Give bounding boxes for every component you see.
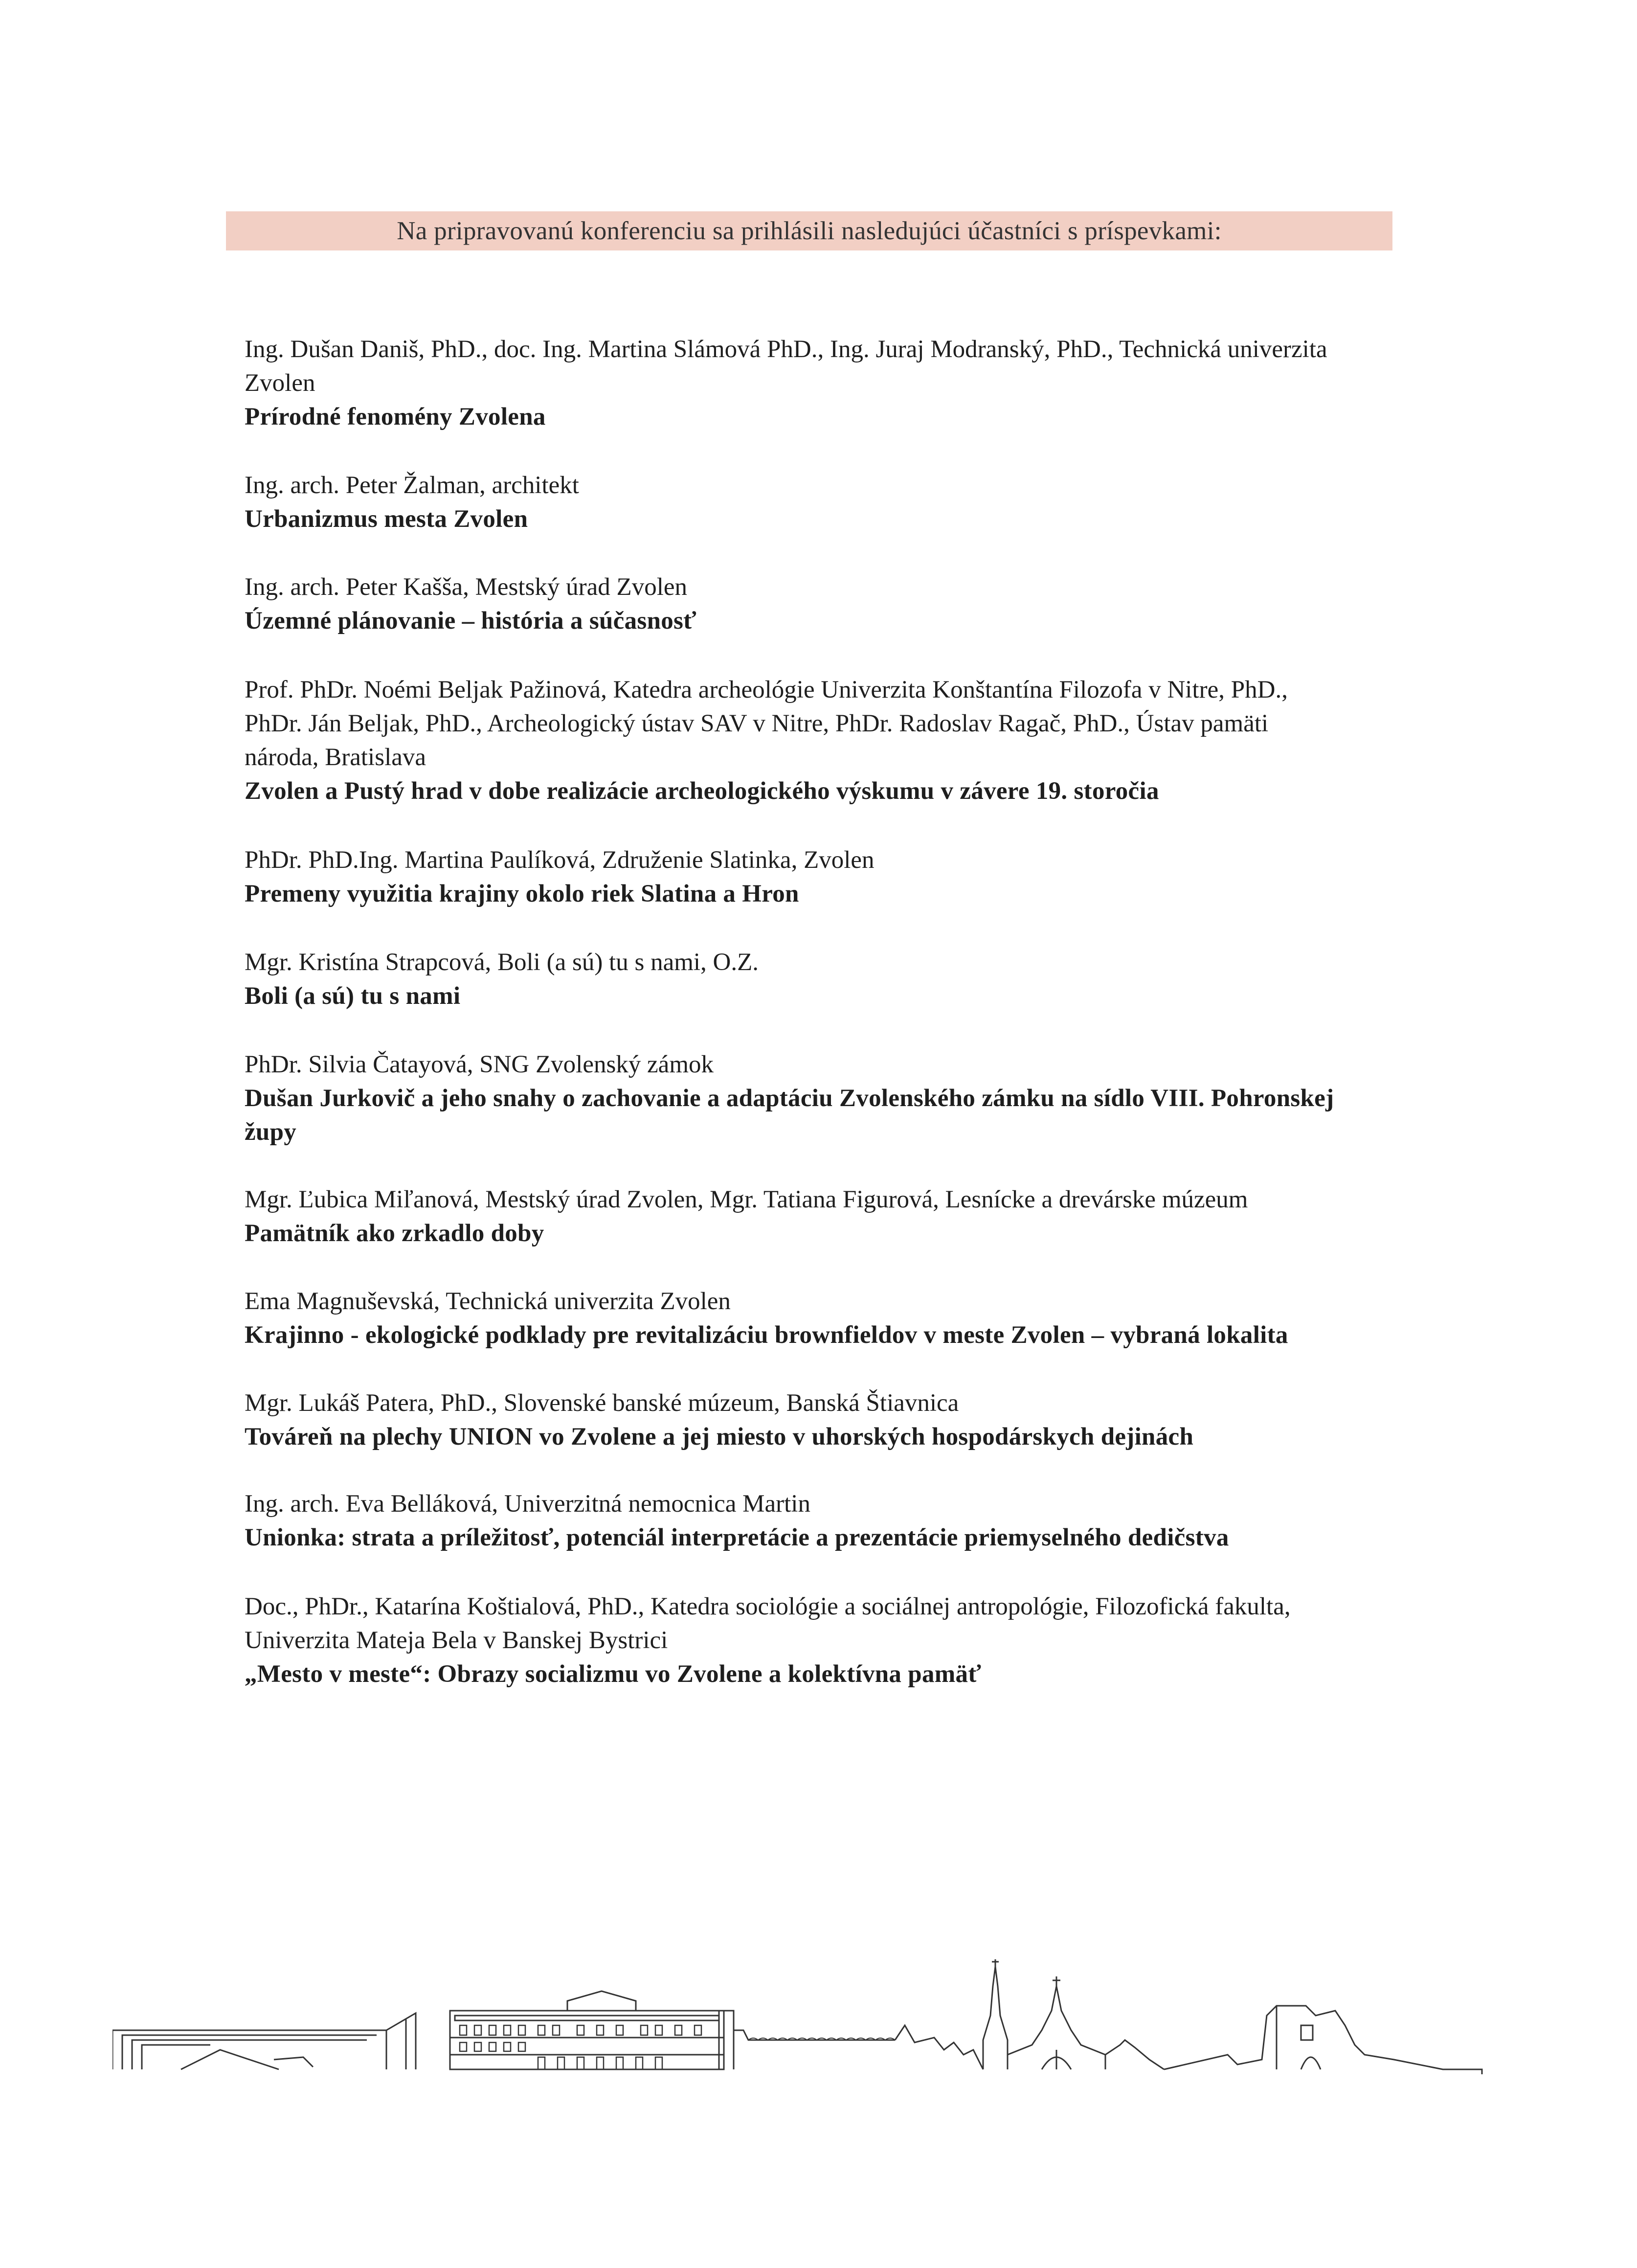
contribution-entry [245, 1183, 1458, 1250]
entry-author-line: Mgr. Lukáš Patera, PhD., Slovenské banské múzeum, Banská Štiavnica [245, 1389, 959, 1417]
entry-title-line: Pamätník ako zrkadlo doby [245, 1220, 544, 1247]
entry-title-line: Dušan Jurkovič a jeho snahy o zachovanie a adaptáciu Zvolenského zámku na sídlo VIII. Pohronskej [245, 1085, 1334, 1112]
header-text: Na pripravovanú konferenciu sa prihlásili nasledujúci účastníci s príspevkami: [397, 217, 1222, 245]
entry-author-line: Ing. Dušan Daniš, PhD., doc. Ing. Martina Slámová PhD., Ing. Juraj Modranský, PhD., Technická univerzita [245, 336, 1327, 363]
entry-author-line: Mgr. Kristína Strapcová, Boli (a sú) tu s nami, O.Z. [245, 949, 759, 976]
header-banner [226, 211, 1392, 250]
entry-title-line: Urbanizmus mesta Zvolen [245, 505, 528, 533]
entry-title-line: Územné plánovanie – história a súčasnosť [245, 607, 697, 635]
entry-author-line: Zvolen [245, 369, 315, 397]
entry-title-line: Krajinno - ekologické podklady pre revitalizáciu brownfieldov v meste Zvolen – vybraná lokalita [245, 1321, 1288, 1349]
entry-author-line: PhDr. Silvia Čatayová, SNG Zvolenský zámok [245, 1051, 714, 1078]
contribution-entry [245, 673, 1458, 808]
entry-author-line: PhDr. Ján Beljak, PhD., Archeologický ústav SAV v Nitre, PhDr. Radoslav Ragač, PhD., Ústav pamäti [245, 710, 1269, 737]
entry-title-line: Zvolen a Pustý hrad v dobe realizácie archeologického výskumu v závere 19. storočia [245, 777, 1159, 805]
entry-title-line: Unionka: strata a príležitosť, potenciál interpretácie a prezentácie priemyselného dedičstva [245, 1524, 1229, 1551]
entry-author-line: národa, Bratislava [245, 744, 426, 771]
entry-author-line: Ing. arch. Peter Kašša, Mestský úrad Zvolen [245, 573, 688, 601]
entry-author-line: Mgr. Ľubica Miľanová, Mestský úrad Zvolen, Mgr. Tatiana Figurová, Lesnícke a drevárske múzeum [245, 1186, 1248, 1213]
city-skyline-illustration [112, 1957, 1516, 2074]
contribution-entry [245, 1487, 1458, 1555]
entry-title-line: župy [245, 1118, 297, 1146]
contribution-entry [245, 1048, 1458, 1149]
entry-author-line: Ing. arch. Peter Žalman, architekt [245, 472, 579, 499]
entry-title-line: Továreň na plechy UNION vo Zvolene a jej miesto v uhorských hospodárskych dejinách [245, 1423, 1194, 1451]
entry-title-line: Premeny využitia krajiny okolo riek Slatina a Hron [245, 880, 799, 907]
contribution-entry [245, 570, 1458, 638]
entry-author-line: Ema Magnuševská, Technická univerzita Zvolen [245, 1288, 731, 1315]
entry-title-line: Prírodné fenomény Zvolena [245, 403, 546, 431]
contribution-entry [245, 946, 1458, 1013]
contribution-entry [245, 333, 1458, 434]
entry-author-line: PhDr. PhD.Ing. Martina Paulíková, Združenie Slatinka, Zvolen [245, 846, 875, 874]
contribution-entry [245, 1386, 1458, 1454]
contribution-entry [245, 843, 1458, 911]
entry-author-line: Ing. arch. Eva Belláková, Univerzitná nemocnica Martin [245, 1490, 810, 1518]
contribution-entry [245, 469, 1458, 536]
contribution-entry [245, 1285, 1458, 1352]
entry-title-line: Boli (a sú) tu s nami [245, 982, 461, 1010]
entry-author-line: Univerzita Mateja Bela v Banskej Bystrici [245, 1627, 668, 1654]
entry-title-line: „Mesto v meste“: Obrazy socializmu vo Zvolene a kolektívna pamäť [245, 1660, 982, 1688]
contribution-entry [245, 1590, 1458, 1691]
entry-author-line: Prof. PhDr. Noémi Beljak Pažinová, Katedra archeológie Univerzita Konštantína Filozofa v Nitre, PhD., [245, 676, 1288, 703]
entry-author-line: Doc., PhDr., Katarína Koštialová, PhD., Katedra sociológie a sociálnej antropológie, Filozofická fakulta, [245, 1593, 1291, 1620]
